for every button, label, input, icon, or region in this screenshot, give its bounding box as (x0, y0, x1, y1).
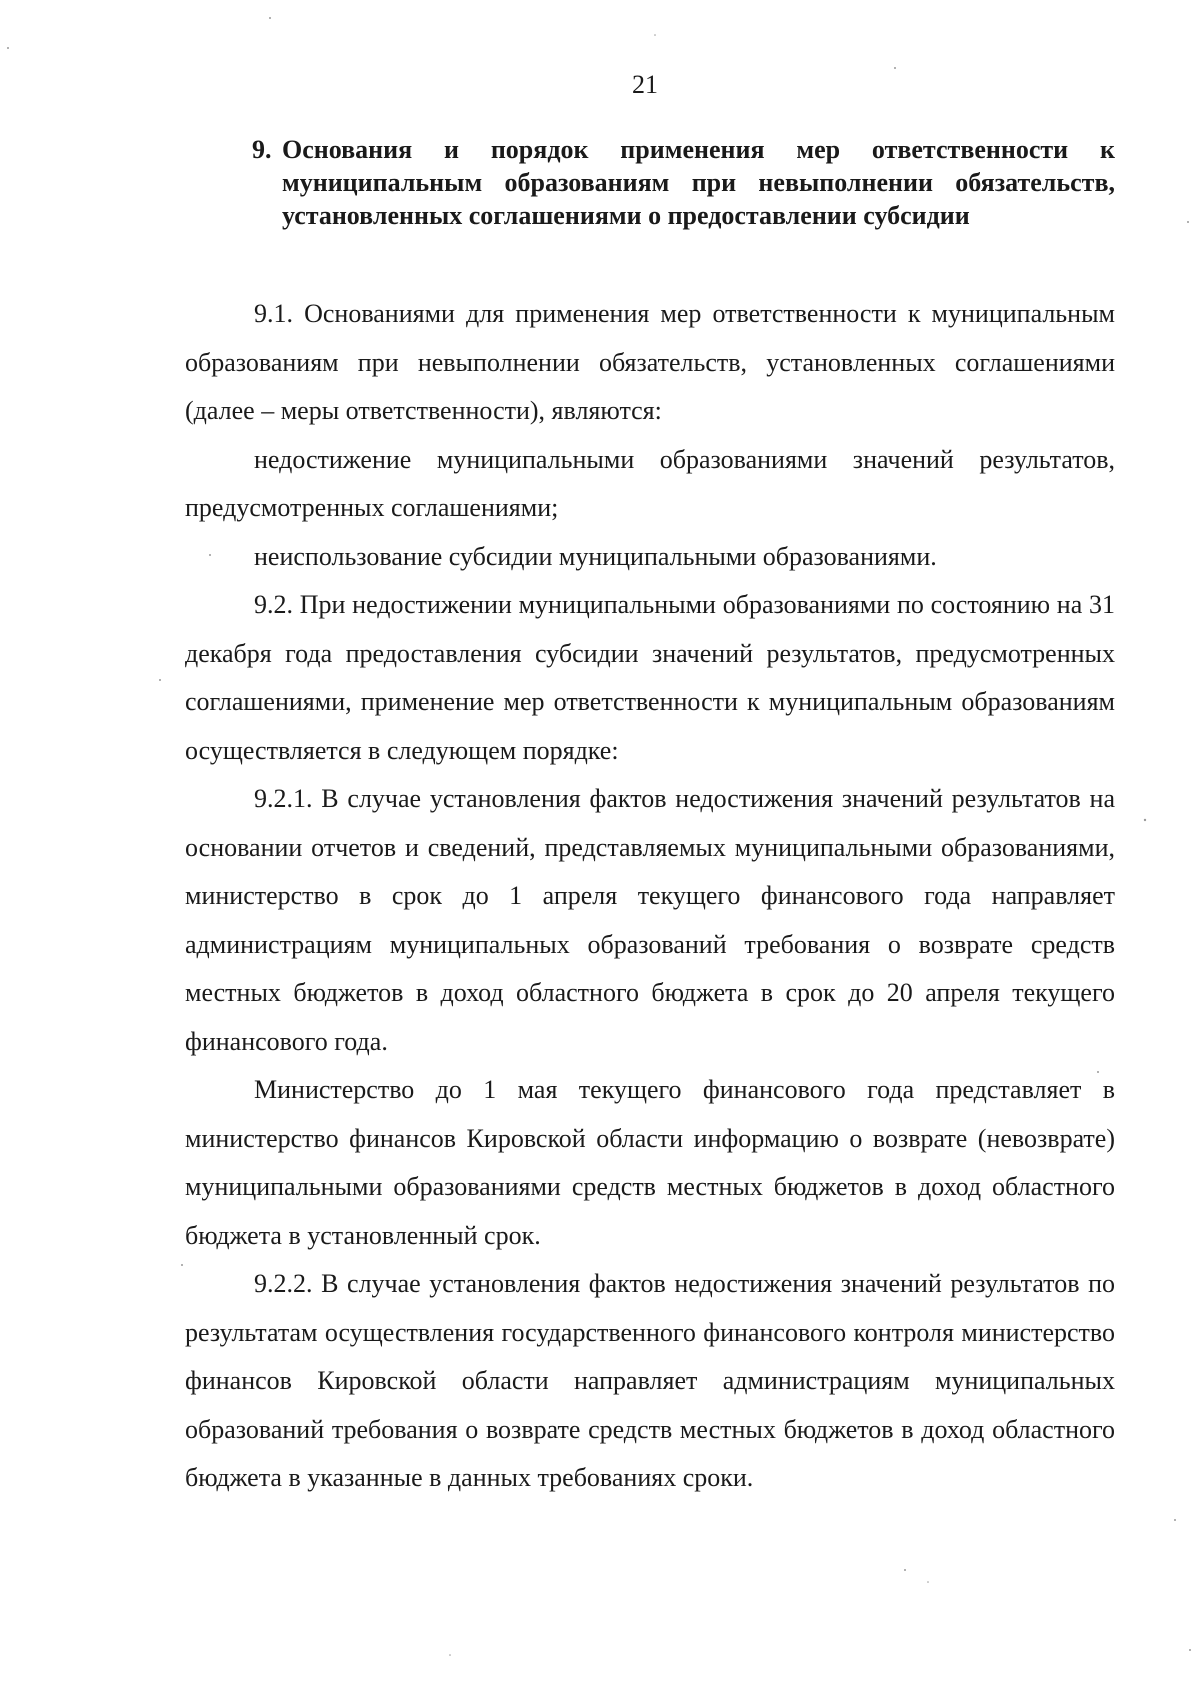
paragraph-9-1: 9.1. Основаниями для применения мер ответственности к муниципальным образованиям при невыполнении обязательств, установленных соглашениями (далее – меры ответственности), являются: (185, 299, 1115, 425)
paragraph-ministry-report: Министерство до 1 мая текущего финансового года представляет в министерство финансов Кировской области информацию о возврате (невозврате) муниципальными образованиями средств местных бюджетов в доход областного бюджета в установленный срок. (185, 1075, 1115, 1250)
paragraph-item-not-achieved: недостижение муниципальными образованиями значений результатов, предусмотренных соглашениями; (185, 444, 1115, 522)
paragraph-9-2-1: 9.2.1. В случае установления фактов недостижения значений результатов на основании отчетов и сведений, представляемых муниципальными образованиями, министерство в срок до 1 апреля текущего финансового года направляет администрациям муниципальных образований требования о возврате средств местных бюджетов в доход областного бюджета в срок до 20 апреля текущего финансового года. (185, 784, 1115, 1056)
paragraph-9-2: 9.2. При недостижении муниципальными образованиями по состоянию на 31 декабря года предоставления субсидии значений результатов, предусмотренных соглашениями, применение мер ответственности к муниципальным образованиям осуществляется в следующем порядке: (185, 590, 1115, 765)
page-number: 21 (632, 70, 658, 99)
section-number: 9. (252, 135, 272, 164)
paragraph-9-2-2: 9.2.2. В случае установления фактов недостижения значений результатов по результатам осуществления государственного финансового контроля министерство финансов Кировской области направляет администрациям муниципальных образований требования о возврате средств местных бюджетов в доход областного бюджета в указанные в данных требованиях сроки. (185, 1269, 1115, 1492)
document-body (185, 290, 1115, 1503)
paragraph-item-not-used: неиспользование субсидии муниципальными образованиями. (254, 541, 937, 571)
section-heading (252, 133, 1115, 232)
section-title: Основания и порядок применения мер ответственности к муниципальным образованиям при невыполнении обязательств, установленных соглашениями о предоставлении субсидии (282, 135, 1115, 230)
